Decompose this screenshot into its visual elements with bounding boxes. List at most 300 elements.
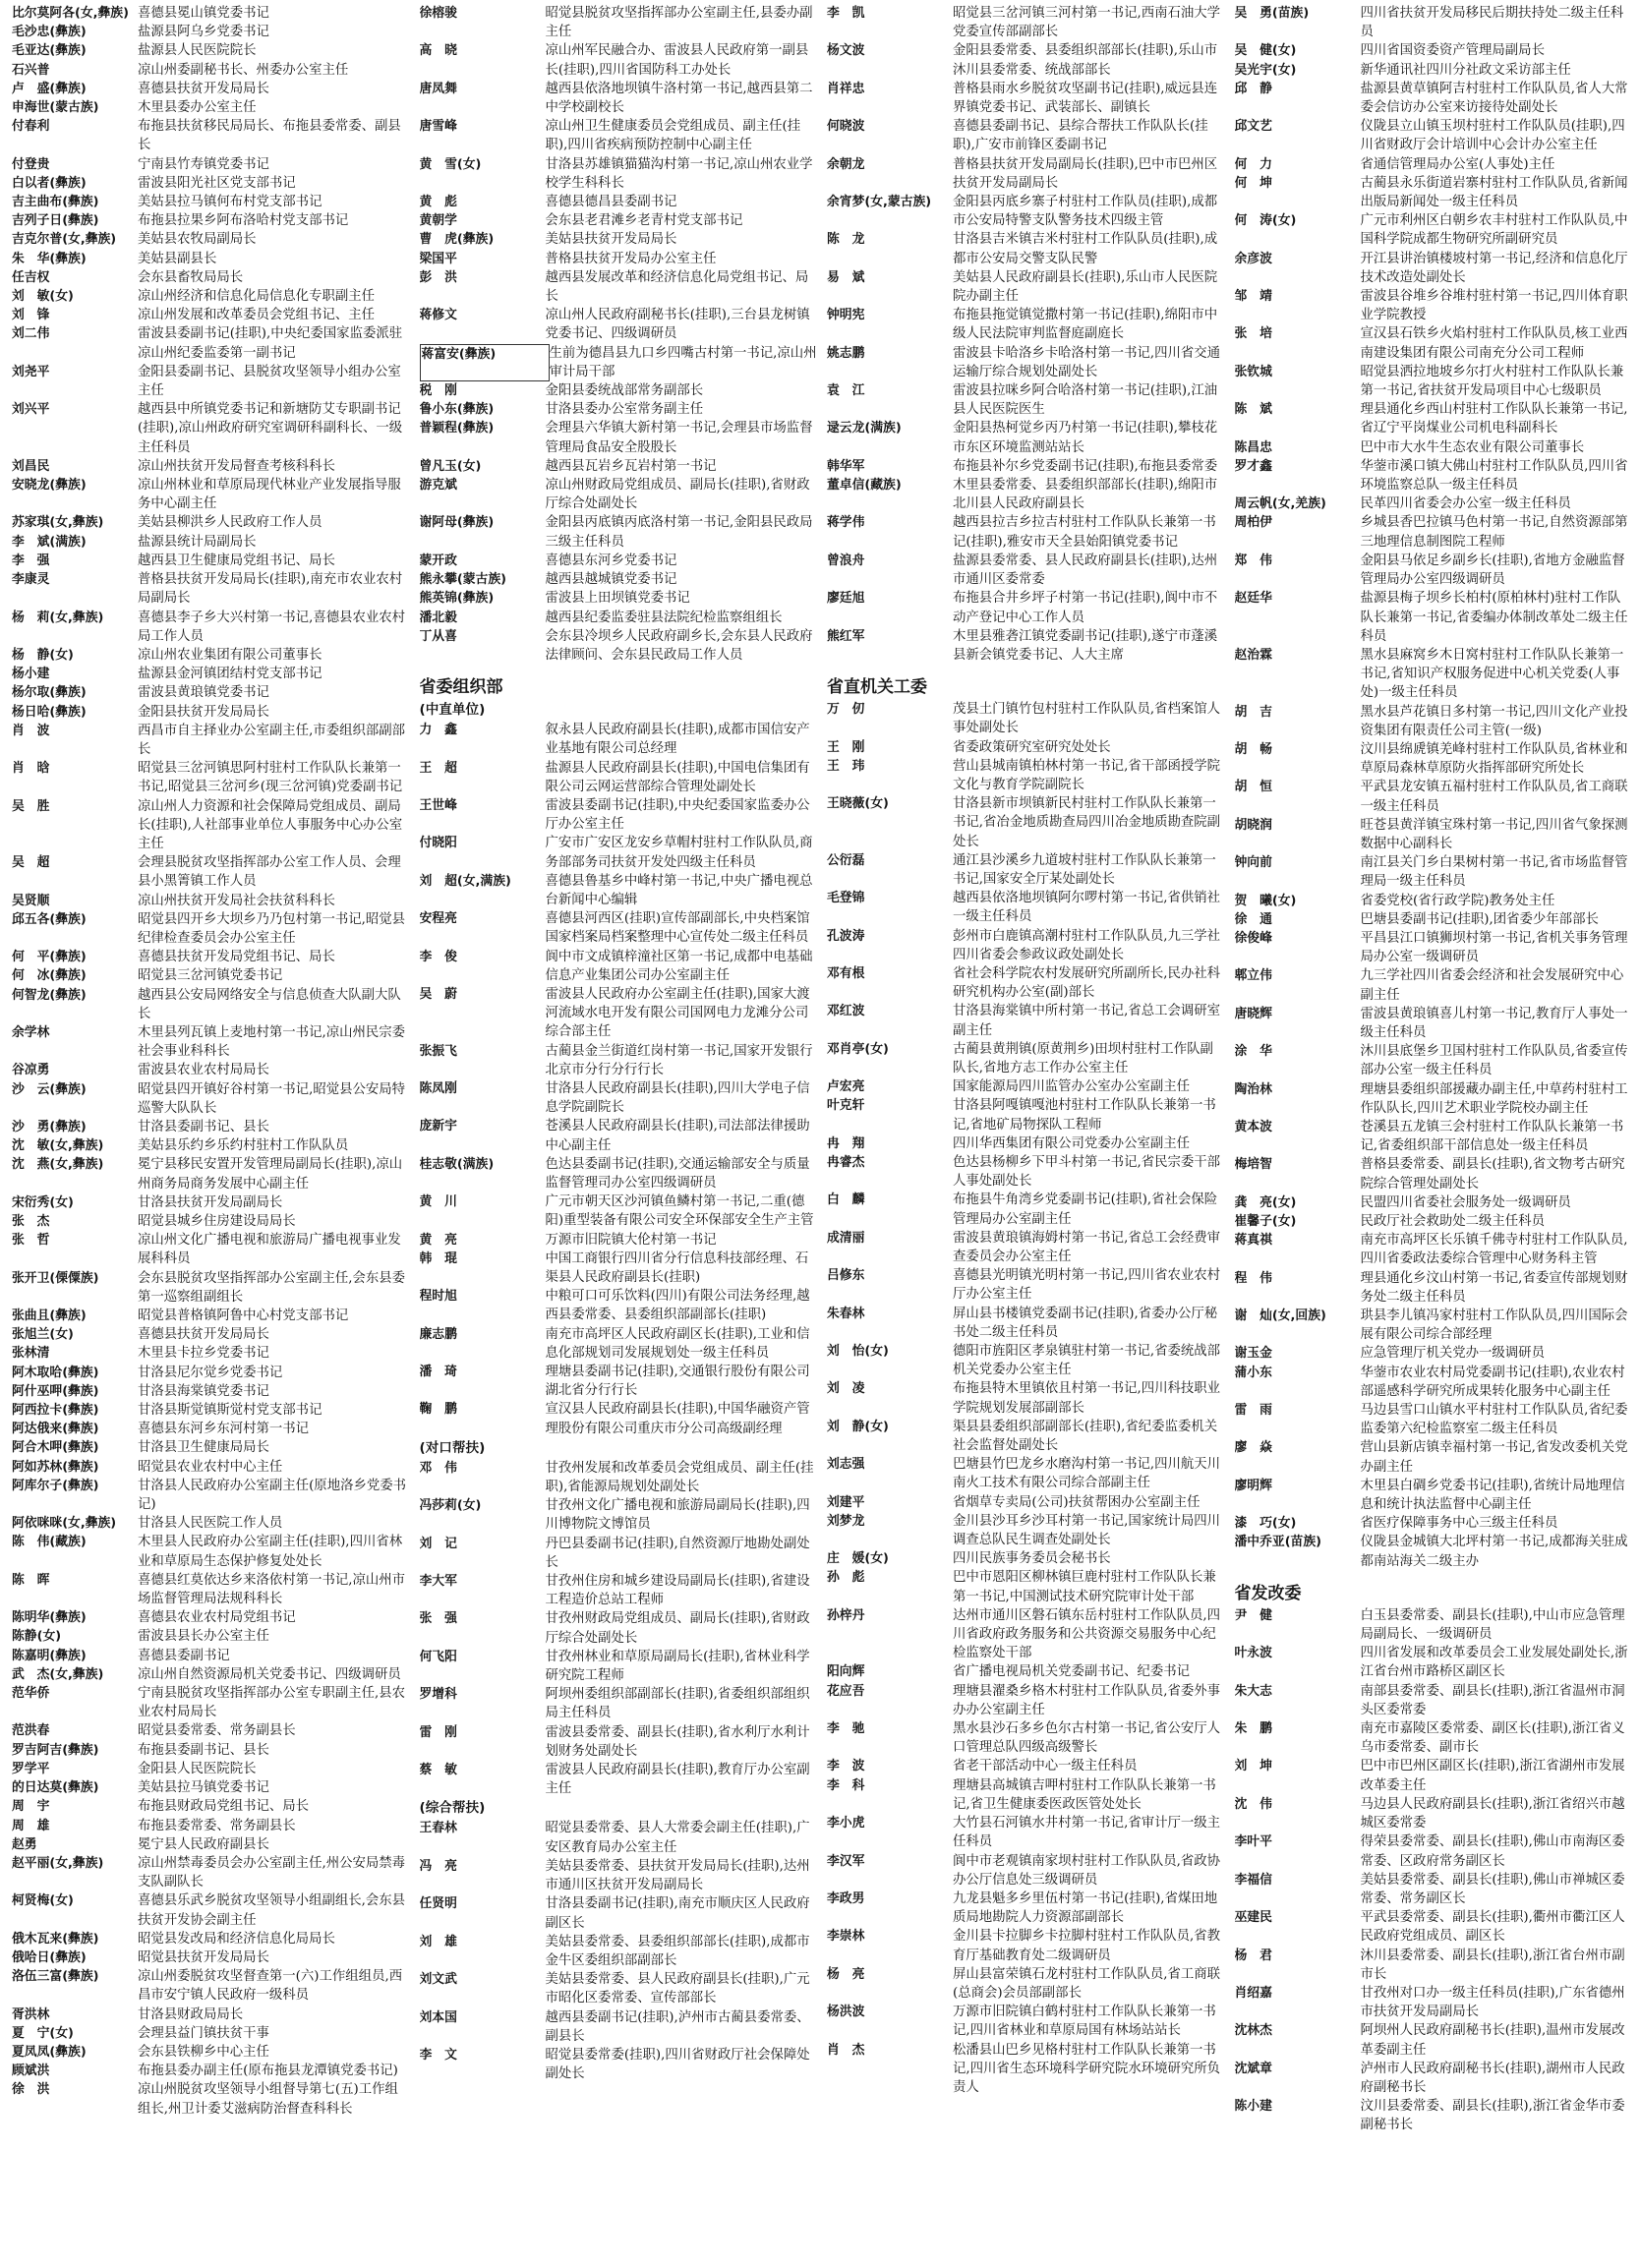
person-entry bbox=[12, 1930, 410, 1948]
person-name: 潘 琦 bbox=[419, 1365, 457, 1380]
person-entry bbox=[12, 2062, 410, 2080]
person-name: 廖 焱 bbox=[1234, 1440, 1272, 1456]
person-name: 梅培智 bbox=[1234, 1157, 1272, 1173]
person-name: 黄 川 bbox=[419, 1194, 457, 1210]
person-title: 越西县拉吉乡拉吉村驻村工作队队长兼第一书记(挂职),雅安市天全县始阳镇党委书记 bbox=[953, 515, 1216, 550]
person-title: 昭觉县三岔河镇三河村第一书记,西南石油大学党委宣传部副部长 bbox=[953, 6, 1221, 40]
person-title: 阿坝州人民政府副秘书长(挂职),温州市发展改革委副主任 bbox=[1360, 2023, 1625, 2058]
person-entry bbox=[827, 794, 1225, 851]
person-entry bbox=[12, 1533, 410, 1570]
person-entry bbox=[12, 457, 410, 476]
person-entry bbox=[827, 230, 1225, 267]
person-entry bbox=[827, 1549, 1225, 1568]
person-entry bbox=[12, 533, 410, 552]
person-name: 曾凡玉(女) bbox=[419, 458, 482, 474]
person-name: 朱春林 bbox=[827, 1306, 865, 1321]
person-entry bbox=[1235, 1606, 1633, 1644]
person-name: 沈林杰 bbox=[1234, 2023, 1272, 2039]
person-entry bbox=[420, 268, 818, 306]
person-name: 熊英锦(彝族) bbox=[419, 591, 495, 607]
person-name: 杨日哈(彝族) bbox=[12, 704, 87, 720]
person-title: 古蔺县黄荆镇(原黄荆乡)田坝村驻村工作队副队长,省地方志工作办公室主任 bbox=[953, 1041, 1213, 1076]
person-title: 四川民族事务委员会秘书长 bbox=[953, 1551, 1111, 1567]
person-title: 凉山州委副秘书长、州委办公室主任 bbox=[138, 62, 349, 78]
person-title: 松潘县山巴乡见格村驻村工作队队长兼第一书记,四川省生态环境科学研究院水环境研究所负责人 bbox=[953, 2042, 1221, 2095]
person-entry bbox=[827, 268, 1225, 306]
person-name: 陈嘉明(彝族) bbox=[12, 1648, 87, 1663]
person-title: 甘洛县海棠镇中所村第一书记,省总工会调研室副主任 bbox=[953, 1004, 1221, 1038]
person-entry bbox=[827, 457, 1225, 476]
person-title: 黑水县麻窝乡木日窝村驻村工作队队长兼第一书记,省知识产权服务促进中心机关党委(人事处)一级主任科员 bbox=[1360, 647, 1624, 701]
person-entry bbox=[12, 646, 410, 665]
person-title: 凉山州自然资源局机关党委书记、四级调研员 bbox=[138, 1666, 401, 1682]
person-title: 甘洛县人民政府副县长(挂职),四川大学电子信息学院副院长 bbox=[545, 1080, 810, 1116]
person-name: 比尔莫阿各(女,彝族) bbox=[12, 6, 129, 21]
person-name: 蒋学伟 bbox=[827, 515, 865, 531]
person-name: 陈 龙 bbox=[827, 232, 865, 248]
person-title: 巴塘县委副书记(挂职),团省委少年部部长 bbox=[1360, 911, 1599, 927]
person-name: 庞新宇 bbox=[419, 1119, 457, 1134]
person-title: 木里县雅砻江镇党委副书记(挂职),遂宁市蓬溪县新会镇党委书记、人大主席 bbox=[953, 628, 1218, 663]
person-title: 会东县老君滩乡老青村党支部书记 bbox=[545, 213, 743, 229]
person-name: 黄 彪 bbox=[419, 195, 457, 210]
person-entry bbox=[827, 1229, 1225, 1266]
person-title: 金阳县马依足乡副乡长(挂职),省地方金融监督管理局办公室四级调研员 bbox=[1360, 552, 1625, 588]
person-title: 会理县脱贫攻坚指挥部办公室工作人员、会理县小黑箐镇工作人员 bbox=[138, 855, 401, 890]
person-name: 俄木瓦来(彝族) bbox=[12, 1931, 99, 1947]
person-title: 旺苍县黄洋镇宝珠村第一书记,四川省气象探测数据中心副科长 bbox=[1360, 817, 1628, 851]
person-title: 阆中市老观镇南家坝村驻村工作队队员,省政协办公厅信息处三级调研员 bbox=[953, 1853, 1221, 1888]
person-entry bbox=[1235, 1757, 1633, 1794]
person-entry bbox=[420, 2008, 818, 2046]
person-name: 程 伟 bbox=[1234, 1270, 1272, 1286]
person-title: 喜德县扶贫开发局局长 bbox=[138, 1327, 269, 1343]
person-entry bbox=[12, 722, 410, 759]
person-name: 张钦城 bbox=[1234, 364, 1272, 379]
person-title: 中国工商银行四川省分行信息科技部经理、石渠县人民政府副县长(挂职) bbox=[545, 1250, 809, 1285]
person-entry bbox=[12, 23, 410, 41]
person-title: 布拖县特木里镇依且村第一书记,四川科技职业学院规划发展部副部长 bbox=[953, 1381, 1221, 1416]
person-name: 邓有根 bbox=[827, 965, 865, 981]
person-title: 美姑县委常委、县扶贫开发局局长(挂职),达州市通川区扶贫开发局副局长 bbox=[545, 1858, 810, 1893]
person-name: 杨 静(女) bbox=[12, 647, 74, 663]
person-name: 蒙开政 bbox=[419, 552, 457, 568]
person-title: 南充市嘉陵区委常委、副区长(挂职),浙江省义乌市委常委、副市长 bbox=[1360, 1721, 1625, 1756]
person-name: 逯云龙(满族) bbox=[827, 421, 902, 436]
person-title: 昭觉县三岔河镇党委书记 bbox=[138, 968, 283, 984]
person-entry bbox=[12, 683, 410, 702]
person-title: 喜德县扶贫开发局党组书记、局长 bbox=[138, 950, 335, 965]
person-name: 李 斌(满族) bbox=[12, 534, 87, 550]
person-name: 阿木取哈(彝族) bbox=[12, 1365, 99, 1380]
person-entry bbox=[1235, 41, 1633, 60]
person-entry bbox=[420, 1970, 818, 2007]
person-name: 陶治林 bbox=[1234, 1081, 1272, 1097]
person-name: 白以者(彝族) bbox=[12, 175, 87, 191]
person-entry bbox=[420, 1287, 818, 1324]
person-entry bbox=[12, 1325, 410, 1344]
person-name: 罗吉阿吉(彝族) bbox=[12, 1742, 99, 1758]
person-name: 张开卫(傈僳族) bbox=[12, 1270, 99, 1286]
person-name: 邱五各(彝族) bbox=[12, 911, 87, 927]
person-title: 阆中市文成镇梓潼社区第一书记,成都中电基础信息产业集团公司办公室副主任 bbox=[545, 949, 813, 983]
person-name: 朱 鹏 bbox=[1234, 1721, 1272, 1737]
person-title: 凉山州脱贫攻坚领导小组督导第七(五)工作组组长,州卫计委艾滋病防治督查科科长 bbox=[138, 2082, 398, 2117]
person-name: 唐晓辉 bbox=[1234, 1006, 1272, 1021]
person-entry bbox=[12, 1401, 410, 1420]
person-name: 李大军 bbox=[419, 1574, 457, 1590]
person-entry bbox=[827, 2041, 1225, 2098]
person-title: 凉山州人力资源和社会保障局党组成员、副局长(挂职),人社部事业单位人事服务中心办公室主任 bbox=[138, 798, 403, 851]
person-name: 黄 亮 bbox=[419, 1232, 457, 1248]
person-entry bbox=[1235, 1477, 1633, 1514]
person-name: 吕修东 bbox=[827, 1268, 865, 1284]
person-entry bbox=[12, 1721, 410, 1740]
person-name: 周云帆(女,羌族) bbox=[1234, 496, 1326, 512]
person-name: 吉列子日(彝族) bbox=[12, 213, 99, 229]
person-entry bbox=[12, 2006, 410, 2024]
person-title: 越西县依洛地坝镇牛洛村第一书记,越西县第二中学校副校长 bbox=[545, 81, 813, 116]
person-title: 甘洛县海棠镇党委书记 bbox=[138, 1383, 269, 1399]
person-name: 付春利 bbox=[12, 119, 50, 135]
person-name: 谢 灿(女,回族) bbox=[1234, 1308, 1326, 1324]
person-title: 喜德县东河乡党委书记 bbox=[545, 552, 677, 568]
person-name: 杨 莉(女,彝族) bbox=[12, 610, 104, 625]
person-name: 苏家琪(女,彝族) bbox=[12, 515, 104, 531]
person-name: 孔波涛 bbox=[827, 928, 865, 944]
person-title: 阿坝州委组织部副部长(挂职),省委组织部组织局主任科员 bbox=[545, 1687, 810, 1721]
person-name: 安晓龙(彝族) bbox=[12, 478, 87, 494]
person-name: 杨 亮 bbox=[827, 1966, 865, 1982]
person-title: 甘洛县委副书记、县长 bbox=[138, 1119, 269, 1134]
person-title: 昭觉县城乡住房建设局局长 bbox=[138, 1214, 296, 1229]
person-name: 卢宏亮 bbox=[827, 1079, 865, 1095]
person-title: 南充市高坪区长乐镇千佛寺村驻村工作队队员,四川省委政法委综合管理中心财务科主管 bbox=[1360, 1233, 1628, 1267]
person-entry bbox=[12, 268, 410, 287]
person-title: 会东县脱贫攻坚指挥部办公室副主任,会东县委第一巡察组副组长 bbox=[138, 1270, 406, 1305]
person-entry bbox=[12, 703, 410, 722]
person-entry bbox=[12, 1269, 410, 1307]
person-entry bbox=[827, 1266, 1225, 1304]
person-title: 喜德县河西区(挂职)宣传部副部长,中央档案馆国家档案局档案整理中心宣传处二级主任科员 bbox=[545, 911, 810, 946]
person-title: 民盟四川省委社会服务处一级调研员 bbox=[1360, 1194, 1571, 1210]
person-entry bbox=[827, 1418, 1225, 1455]
person-title: 雷波县黄琅镇喜儿村第一书记,教育厅人事处一级主任科员 bbox=[1360, 1006, 1628, 1040]
person-entry bbox=[827, 419, 1225, 456]
person-name: 刘本国 bbox=[419, 2009, 457, 2025]
person-title: 甘孜州文化广播电视和旅游局副局长(挂职),四川博物院文博馆员 bbox=[545, 1498, 810, 1533]
person-entry bbox=[827, 851, 1225, 889]
person-name: 阿什巫呷(彝族) bbox=[12, 1383, 99, 1399]
person-name: 鞠 鹏 bbox=[419, 1402, 457, 1418]
person-entry bbox=[827, 1662, 1225, 1681]
person-entry bbox=[12, 1080, 410, 1118]
person-entry bbox=[1235, 740, 1633, 778]
person-entry bbox=[420, 250, 818, 268]
person-title: 巴中市巴州区副区长(挂职),浙江省湖州市发展改革委主任 bbox=[1360, 1759, 1625, 1793]
person-entry bbox=[12, 1647, 410, 1665]
person-entry bbox=[12, 1364, 410, 1382]
person-title: 宣汉县石铁乡火焰村驻村工作队队员,核工业西南建设集团有限公司南充分公司工程师 bbox=[1360, 326, 1628, 361]
person-entry bbox=[420, 1155, 818, 1192]
person-entry bbox=[420, 381, 818, 400]
person-name: 刘梦龙 bbox=[827, 1513, 865, 1529]
person-name: 陈 晖 bbox=[12, 1572, 50, 1588]
person-name: 安程亮 bbox=[419, 911, 457, 927]
person-entry bbox=[12, 1438, 410, 1457]
person-entry bbox=[1235, 1719, 1633, 1757]
person-name: 任贤明 bbox=[419, 1896, 457, 1912]
person-name: 刘昌民 bbox=[12, 458, 50, 474]
person-entry bbox=[827, 738, 1225, 757]
person-entry bbox=[420, 1192, 818, 1230]
person-entry bbox=[12, 609, 410, 646]
person-title: 布拖县拖觉镇觉撒村第一书记(挂职),绵阳市中级人民法院审判监督庭副庭长 bbox=[953, 308, 1218, 342]
person-entry bbox=[1235, 1514, 1633, 1533]
person-entry bbox=[12, 1665, 410, 1684]
person-title: 广元市朝天区沙河镇鱼鳞村第一书记,二重(德阳)重型装备有限公司安全环保部安全生产主管 bbox=[545, 1194, 814, 1229]
person-entry bbox=[420, 552, 818, 570]
person-title: 黑水县芦花镇日多村第一书记,四川文化产业投资集团有限责任公司主管(一级) bbox=[1360, 704, 1628, 738]
person-name: 俄哈日(彝族) bbox=[12, 1949, 87, 1965]
person-entry bbox=[1235, 2060, 1633, 2097]
column-1 bbox=[12, 4, 410, 2268]
person-name: 李 文 bbox=[419, 2047, 457, 2063]
person-entry bbox=[12, 1608, 410, 1627]
person-title: 喜德县委副书记 bbox=[138, 1648, 230, 1663]
person-title: 昭觉县脱贫攻坚指挥部办公室副主任,县委办副主任 bbox=[545, 6, 813, 40]
person-name: 黄朝学 bbox=[419, 213, 457, 229]
person-entry bbox=[12, 966, 410, 985]
subsection-label: (对口帮扶) bbox=[419, 1439, 486, 1456]
person-title: 苍溪县五龙镇三会村驻村工作队队长兼第一书记,省委组织部干部信息处一级主任科员 bbox=[1360, 1119, 1624, 1154]
person-title: 省医疗保障事务中心三级主任科员 bbox=[1360, 1516, 1558, 1532]
person-title: 民革四川省委会办公室一级主任科员 bbox=[1360, 496, 1571, 512]
person-title: 盐源县阿乌乡党委书记 bbox=[138, 25, 269, 40]
person-entry bbox=[12, 287, 410, 306]
person-entry bbox=[420, 4, 818, 41]
person-entry bbox=[827, 552, 1225, 589]
person-entry bbox=[12, 2024, 410, 2043]
person-entry bbox=[12, 892, 410, 910]
person-title: 昭觉县四开乡大坝乡乃乃包村第一书记,昭觉县纪律检查委员会办公室主任 bbox=[138, 911, 406, 946]
person-title: 雷波县黄琅镇党委书记 bbox=[138, 685, 269, 701]
person-entry bbox=[827, 1096, 1225, 1134]
person-title: 布拖县合井乡坪子村第一书记(挂职),阆中市不动产登记中心工作人员 bbox=[953, 591, 1218, 625]
person-name: 邱文艺 bbox=[1234, 119, 1272, 135]
person-name: 公衍磊 bbox=[827, 852, 865, 868]
person-name: 陈昌忠 bbox=[1234, 439, 1272, 455]
person-entry bbox=[827, 344, 1225, 381]
person-title: 甘洛县委副书记(挂职),南充市顺庆区人民政府副区长 bbox=[545, 1896, 810, 1931]
person-entry bbox=[420, 627, 818, 665]
person-name: 何飞阳 bbox=[419, 1649, 457, 1664]
person-entry bbox=[12, 797, 410, 854]
person-name: 谷凉勇 bbox=[12, 1063, 50, 1078]
person-name: 唐雪峰 bbox=[419, 119, 457, 135]
person-entry bbox=[420, 193, 818, 211]
person-name: 李 波 bbox=[827, 1759, 865, 1774]
person-name: 成清丽 bbox=[827, 1230, 865, 1246]
person-title: 冕宁县移民安置开发管理局副局长(挂职),凉山州商务局商务发展中心副主任 bbox=[138, 1157, 403, 1192]
person-name: 钟向前 bbox=[1234, 855, 1272, 871]
person-title: 国家能源局四川监管办公室办公室副主任 bbox=[953, 1079, 1191, 1095]
person-name: 冉睿杰 bbox=[827, 1154, 865, 1170]
person-entry bbox=[420, 948, 818, 985]
column-2 bbox=[420, 4, 818, 2268]
person-title: 普格县委常委、副县长(挂职),省文物考古研究院综合管理处副处长 bbox=[1360, 1157, 1625, 1192]
person-name: 何晓波 bbox=[827, 119, 865, 135]
person-name: 巫建民 bbox=[1234, 1910, 1272, 1926]
person-title: 雷波县农业农村局局长 bbox=[138, 1063, 269, 1078]
person-title: 雷波县上田坝镇党委书记 bbox=[545, 591, 690, 607]
person-name: 李福信 bbox=[1234, 1872, 1272, 1888]
person-title: 甘洛县人民政府办公室副主任(原地洛乡党委书记) bbox=[138, 1478, 407, 1513]
person-name: 阿达俄来(彝族) bbox=[12, 1422, 99, 1437]
person-title: 盐源县人民医院院长 bbox=[138, 43, 257, 59]
person-title: 丹巴县委副书记(挂职),自然资源厅地勘处副处长 bbox=[545, 1536, 810, 1570]
person-entry bbox=[1235, 778, 1633, 815]
person-name: 武 杰(女,彝族) bbox=[12, 1666, 104, 1682]
person-name: 韩 琨 bbox=[419, 1250, 457, 1266]
person-name: 沈 敏(女,彝族) bbox=[12, 1138, 104, 1154]
person-entry bbox=[1235, 892, 1633, 910]
person-name: 付登贵 bbox=[12, 156, 50, 172]
person-title: 省烟草专卖局(公司)扶贫帮困办公室副主任 bbox=[953, 1494, 1201, 1510]
person-name: 廖廷旭 bbox=[827, 591, 865, 607]
person-entry bbox=[420, 211, 818, 230]
person-name: 阿如苏林(彝族) bbox=[12, 1459, 99, 1475]
person-title: 营山县新店镇幸福村第一书记,省发改委机关党办副主任 bbox=[1360, 1440, 1628, 1475]
person-entry bbox=[420, 1535, 818, 1572]
person-entry bbox=[1235, 853, 1633, 891]
person-title: 省委政策研究室研究处处长 bbox=[953, 739, 1111, 755]
person-name: 花应吾 bbox=[827, 1683, 865, 1699]
person-name: 叶永波 bbox=[1234, 1646, 1272, 1661]
person-title: 金阳县委常委、县委组织部部长(挂职),乐山市沐川县委常委、统战部部长 bbox=[953, 43, 1218, 78]
person-name: 朱 华(彝族) bbox=[12, 251, 87, 266]
person-title: 屏山县书楼镇党委副书记(挂职),省委办公厅秘书处二级主任科员 bbox=[953, 1306, 1218, 1340]
person-title: 木里县白碉乡党委书记(挂职),省统计局地理信息和统计执法监督中心副主任 bbox=[1360, 1478, 1625, 1513]
person-name: 鲁小东(彝族) bbox=[419, 402, 495, 418]
person-title: 仪陇县立山镇玉坝村驻村工作队队员(挂职),四川省财政厅会计培训中心会计办公室主任 bbox=[1360, 119, 1625, 153]
person-title: 普格县雨水乡脱贫攻坚副书记(挂职),威远县连界镇党委书记、武装部长、副镇长 bbox=[953, 81, 1218, 116]
person-name: 吴 胜 bbox=[12, 798, 50, 814]
person-entry bbox=[12, 513, 410, 532]
person-name: 杨 君 bbox=[1234, 1948, 1272, 1963]
person-title: 盐源县统计局副局长 bbox=[138, 534, 257, 550]
person-entry bbox=[1235, 1984, 1633, 2021]
person-name: 张林清 bbox=[12, 1346, 50, 1362]
person-name: 石兴普 bbox=[12, 62, 50, 78]
person-entry bbox=[12, 759, 410, 796]
person-title: 喜德县李子乡大兴村第一书记,喜德县农业农村局工作人员 bbox=[138, 610, 406, 644]
person-name: 周 宇 bbox=[12, 1799, 50, 1815]
person-title: 西昌市自主择业办公室副主任,市委组织部副部长 bbox=[138, 723, 406, 757]
person-entry bbox=[827, 1493, 1225, 1512]
person-entry bbox=[827, 476, 1225, 513]
person-entry bbox=[12, 1967, 410, 2005]
person-name: 李 凯 bbox=[827, 6, 865, 21]
person-entry bbox=[827, 1077, 1225, 1096]
person-entry bbox=[1235, 363, 1633, 400]
person-title: 广元市利州区白朝乡农丰村驻村工作队队员,中国科学院成都生物研究所副研究员 bbox=[1360, 213, 1628, 248]
person-entry bbox=[827, 589, 1225, 626]
person-title: 华蓥市农业农村局党委副书记(挂职),农业农村部遥感科学研究所成果转化服务中心副主任 bbox=[1360, 1365, 1625, 1399]
person-name: 李康灵 bbox=[12, 572, 50, 588]
person-title: 汶川县绵虒镇羌峰村驻村工作队队员,省林业和草原局森林草原防火指挥部研究所处长 bbox=[1360, 741, 1628, 777]
person-title: 布拖县财政局党组书记、局长 bbox=[138, 1799, 310, 1815]
person-entry bbox=[12, 1136, 410, 1155]
person-title: 布拖县补尔乡党委副书记(挂职),布拖县委常委 bbox=[953, 458, 1218, 474]
person-entry bbox=[827, 80, 1225, 117]
person-entry bbox=[827, 1512, 1225, 1549]
person-name: 肖祥忠 bbox=[827, 81, 865, 96]
person-title: 彭州市白鹿镇高潮村驻村工作队队员,九三学社四川省委会参政议政处副处长 bbox=[953, 928, 1221, 962]
person-entry bbox=[1235, 589, 1633, 646]
person-title: 四川省扶贫开发局移民后期扶持处二级主任科员 bbox=[1360, 6, 1624, 40]
person-entry bbox=[12, 400, 410, 457]
person-name: 胡晓润 bbox=[1234, 817, 1272, 833]
person-name: 黄 雪(女) bbox=[419, 156, 482, 172]
person-title: 越西县公安局网络安全与信息侦查大队副大队长 bbox=[138, 987, 401, 1021]
person-title: 省老干部活动中心一级主任科员 bbox=[953, 1759, 1138, 1774]
person-entry bbox=[827, 155, 1225, 193]
person-title: 金阳县丙底镇丙底洛村第一书记,金阳县民政局三级主任科员 bbox=[545, 515, 813, 550]
person-entry bbox=[827, 1153, 1225, 1191]
person-title: 理县通化乡汶山村第一书记,省委宣传部规划财务处二级主任科员 bbox=[1360, 1270, 1628, 1305]
person-entry bbox=[827, 1890, 1225, 1927]
person-name: 阿依咪咪(女,彝族) bbox=[12, 1516, 117, 1532]
person-title: 昭觉县委常委、县人大常委会副主任(挂职),广安区教育局办公室主任 bbox=[545, 1821, 810, 1855]
person-title: 宣汉县人民政府副县长(挂职),中国华融资产管理股份有限公司重庆市分公司高级副经理 bbox=[545, 1402, 810, 1436]
person-title: 金阳县热柯觉乡丙乃村第一书记(挂职),攀枝花市东区环境监测站站长 bbox=[953, 421, 1218, 455]
person-name: 李小虎 bbox=[827, 1816, 865, 1832]
person-entry bbox=[1235, 400, 1633, 437]
person-entry bbox=[827, 193, 1225, 230]
person-entry bbox=[1235, 1364, 1633, 1401]
person-entry bbox=[12, 1420, 410, 1438]
person-name: 肖绍嘉 bbox=[1234, 1985, 1272, 2001]
person-name: 丁从喜 bbox=[419, 628, 457, 644]
person-entry bbox=[420, 230, 818, 249]
person-title: 甘洛县吉米镇吉米村驻村工作队队员(挂职),成都市公安局交警支队民警 bbox=[953, 232, 1218, 266]
person-entry bbox=[12, 98, 410, 117]
person-entry bbox=[827, 1814, 1225, 1851]
person-name: 阿西拉卡(彝族) bbox=[12, 1403, 99, 1419]
person-name: 唐凤舞 bbox=[419, 81, 457, 96]
person-entry bbox=[12, 1477, 410, 1514]
person-name: 税 刚 bbox=[419, 383, 457, 399]
person-name: 毛登锦 bbox=[827, 891, 865, 906]
person-name: 邓肖亭(女) bbox=[827, 1041, 889, 1057]
person-name: 涂 华 bbox=[1234, 1044, 1272, 1060]
person-title: 美姑县拉马镇何布村党支部书记 bbox=[138, 195, 322, 210]
person-name: 蔡 敏 bbox=[419, 1763, 457, 1778]
person-name: 李政男 bbox=[827, 1890, 865, 1906]
person-title: 会东县冷坝乡人民政府副乡长,会东县人民政府法律顾问、会东县民政局工作人员 bbox=[545, 628, 813, 663]
person-name: 阿库尔子(彝族) bbox=[12, 1478, 99, 1493]
person-name: 张旭兰(女) bbox=[12, 1327, 74, 1343]
person-title: 喜德县扶贫开发局局长 bbox=[138, 81, 269, 96]
person-name: 毛沙忠(彝族) bbox=[12, 25, 87, 40]
person-entry bbox=[1235, 1118, 1633, 1155]
person-name: 杨小建 bbox=[12, 667, 50, 682]
person-entry bbox=[420, 589, 818, 608]
person-entry bbox=[827, 1776, 1225, 1814]
person-title: 甘洛县财政局局长 bbox=[138, 2006, 244, 2022]
person-name: 阿合木呷(彝族) bbox=[12, 1440, 99, 1456]
